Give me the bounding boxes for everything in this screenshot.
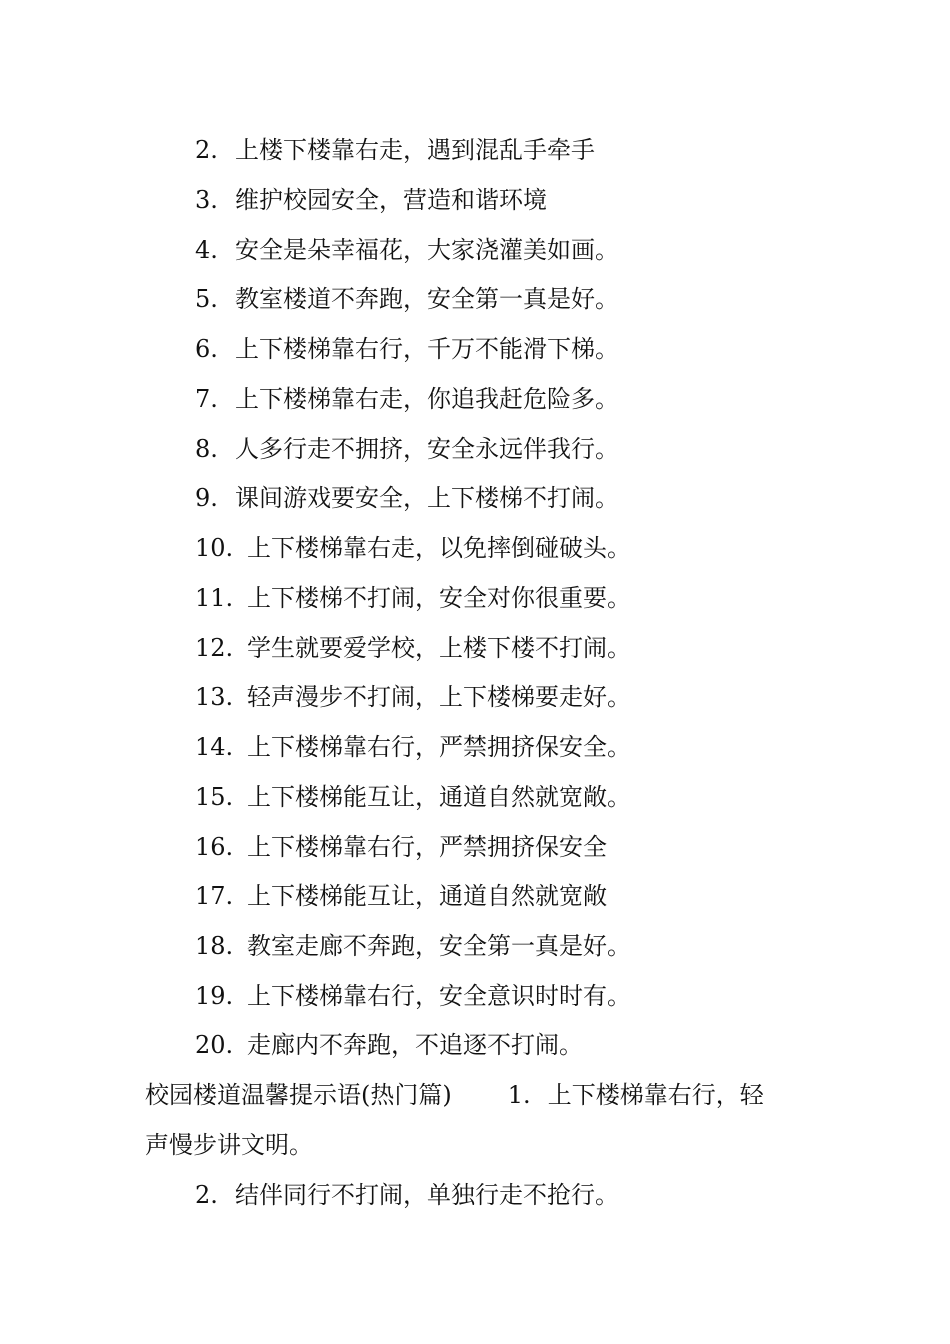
list-item	[195, 881, 607, 911]
list-item	[195, 334, 619, 364]
list-item	[195, 732, 631, 762]
item-number: 8.	[195, 435, 218, 463]
item-text: 上楼下楼靠右走，遇到混乱手牵手	[235, 136, 595, 164]
list-item	[195, 832, 607, 862]
item-text: 上下楼梯能互让，通道自然就宽敞。	[247, 783, 631, 811]
item-text: 结伴同行不打闹，单独行走不抢行。	[235, 1181, 619, 1209]
item-text: 教室走廊不奔跑，安全第一真是好。	[247, 932, 631, 960]
item-number: 7.	[195, 385, 218, 413]
item-text: 上下楼梯靠右行，严禁拥挤保安全	[247, 833, 607, 861]
item-text: 轻声漫步不打闹，上下楼梯要走好。	[247, 683, 631, 711]
item-text: 安全是朵幸福花，大家浇灌美如画。	[235, 236, 619, 264]
section-title: 校园楼道温馨提示语(热门篇)	[145, 1081, 452, 1109]
item-text: 学生就要爱学校，上楼下楼不打闹。	[247, 634, 631, 662]
section-heading-line	[145, 1080, 764, 1110]
item-number: 13.	[195, 683, 234, 711]
item-text: 走廊内不奔跑，不追逐不打闹。	[247, 1031, 583, 1059]
item-number: 10.	[195, 534, 234, 562]
item-text: 上下楼梯靠右行，严禁拥挤保安全。	[247, 733, 631, 761]
list-item	[195, 981, 631, 1011]
item-number: 18.	[195, 932, 234, 960]
list-item	[195, 185, 547, 215]
item-text: 维护校园安全，营造和谐环境	[235, 186, 547, 214]
item-number: 15.	[195, 783, 234, 811]
item-text-continued: 声慢步讲文明。	[145, 1131, 313, 1159]
item-number: 6.	[195, 335, 218, 363]
list-item	[195, 434, 619, 464]
list-item	[195, 682, 631, 712]
list-item	[195, 782, 631, 812]
item-text: 人多行走不拥挤，安全永远伴我行。	[235, 435, 619, 463]
item-text: 上下楼梯靠右行，轻	[547, 1081, 764, 1109]
list-item	[195, 1030, 583, 1060]
list-item	[195, 1180, 619, 1210]
list-item	[195, 483, 619, 513]
item-number: 2.	[195, 1181, 218, 1209]
list-item	[195, 931, 631, 961]
item-text: 上下楼梯靠右行，千万不能滑下梯。	[235, 335, 619, 363]
list-item	[195, 235, 619, 265]
item-text: 上下楼梯靠右走，你追我赶危险多。	[235, 385, 619, 413]
item-text: 课间游戏要安全，上下楼梯不打闹。	[235, 484, 619, 512]
item-number: 17.	[195, 882, 234, 910]
item-number: 14.	[195, 733, 234, 761]
item-number: 11.	[195, 584, 234, 612]
list-item	[195, 384, 619, 414]
item-number: 2.	[195, 136, 218, 164]
item-number: 5.	[195, 285, 218, 313]
list-item	[195, 135, 595, 165]
item-text: 教室楼道不奔跑，安全第一真是好。	[235, 285, 619, 313]
list-item	[195, 583, 631, 613]
item-number: 16.	[195, 833, 234, 861]
item-number: 4.	[195, 236, 218, 264]
item-text: 上下楼梯靠右行，安全意识时时有。	[247, 982, 631, 1010]
item-number: 9.	[195, 484, 218, 512]
item-text: 上下楼梯靠右走，以免摔倒碰破头。	[247, 534, 631, 562]
item-number: 1.	[507, 1081, 531, 1109]
list-item	[195, 633, 631, 663]
item-text: 上下楼梯能互让，通道自然就宽敞	[247, 882, 607, 910]
list-item	[195, 533, 631, 563]
item-number: 3.	[195, 186, 218, 214]
item-number: 20.	[195, 1031, 234, 1059]
list-item	[195, 284, 619, 314]
item-number: 19.	[195, 982, 234, 1010]
section-continuation-line	[145, 1130, 313, 1160]
item-number: 12.	[195, 634, 234, 662]
item-text: 上下楼梯不打闹，安全对你很重要。	[247, 584, 631, 612]
